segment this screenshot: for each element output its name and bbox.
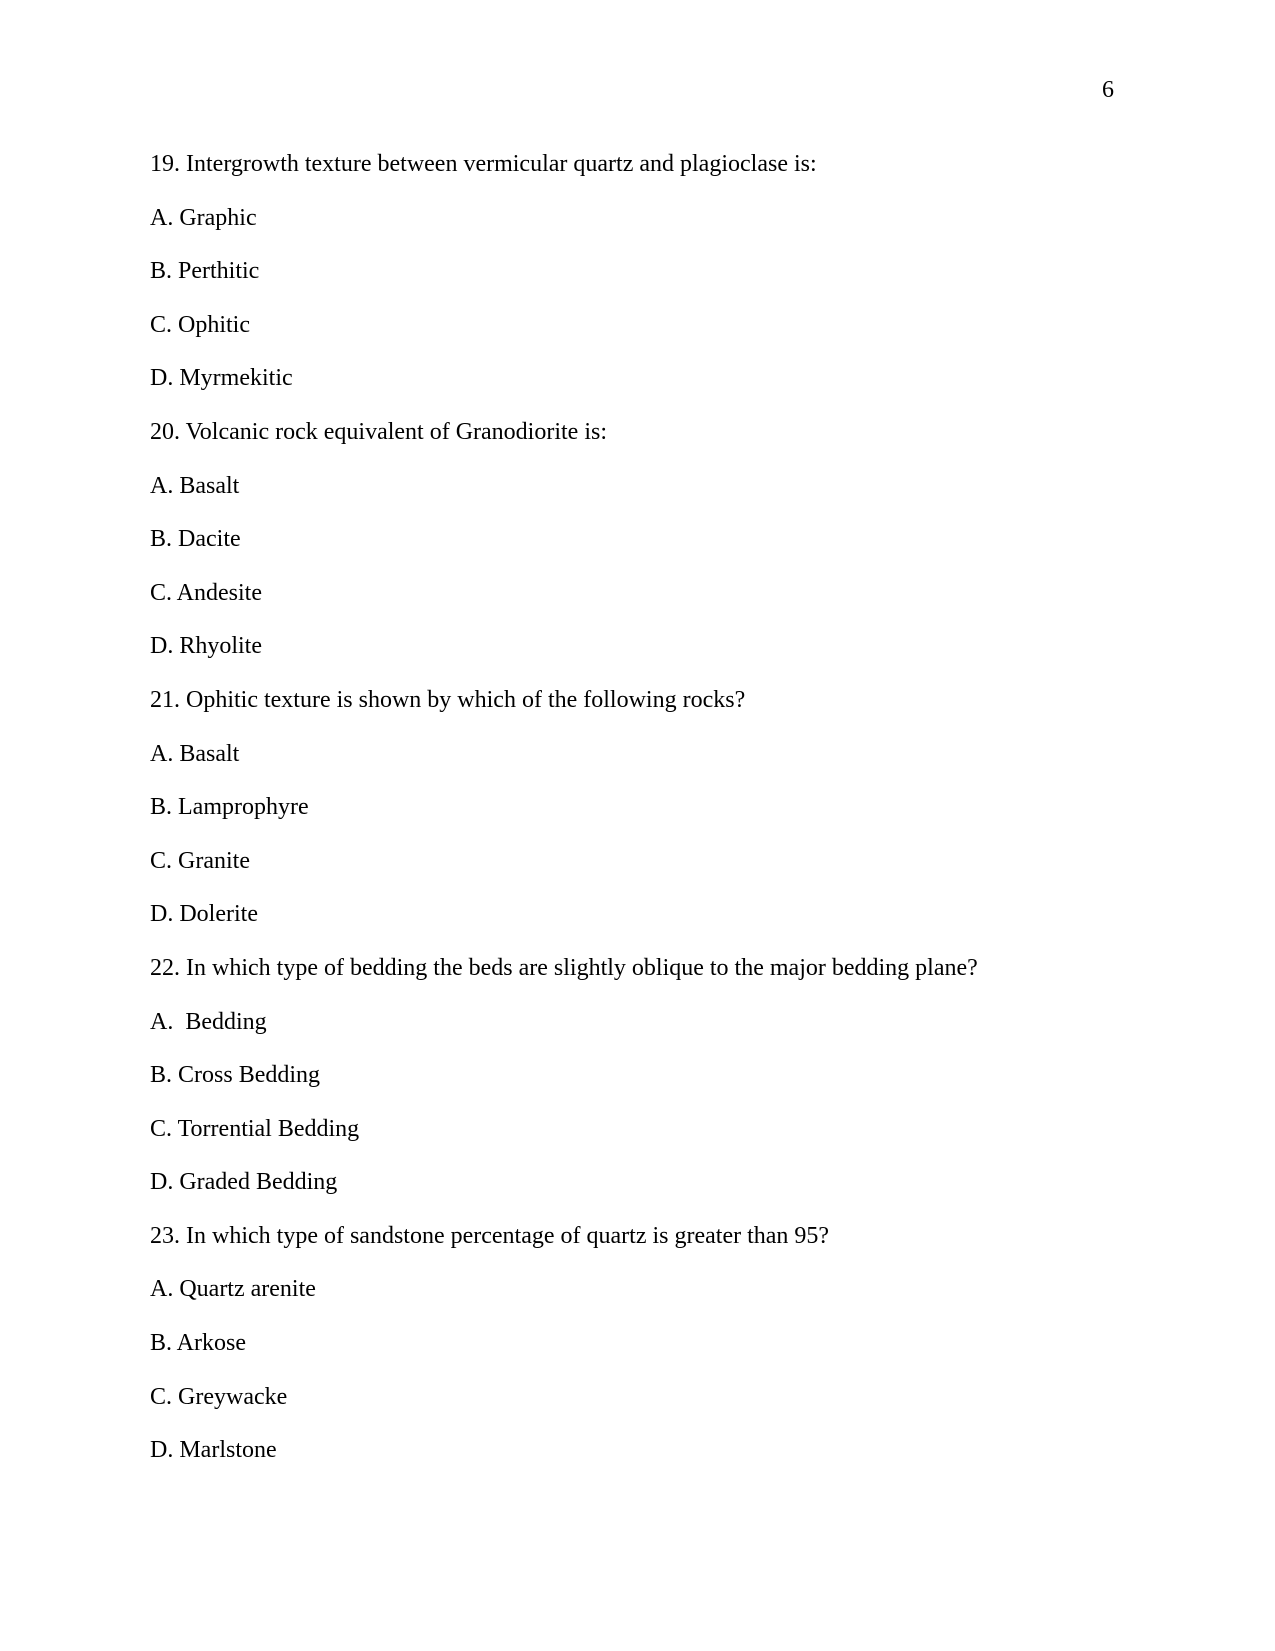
question-20-option-c: C. Andesite <box>150 579 262 606</box>
question-22-option-a: A. Bedding <box>150 1008 267 1035</box>
question-21-option-a: A. Basalt <box>150 740 240 767</box>
question-19-option-c: C. Ophitic <box>150 311 250 338</box>
page-number: 6 <box>1102 77 1114 103</box>
question-23-option-d: D. Marlstone <box>150 1437 277 1464</box>
question-22-option-d: D. Graded Bedding <box>150 1169 338 1196</box>
question-19-text: 19. Intergrowth texture between vermicular quartz and plagioclase is: <box>150 151 817 177</box>
question-22-text: 22. In which type of bedding the beds are slightly oblique to the major bedding plane? <box>150 954 978 981</box>
question-20-option-a: A. Basalt <box>150 472 240 499</box>
question-23-text: 23. In which type of sandstone percentage of quartz is greater than 95? <box>150 1222 830 1249</box>
question-21-option-d: D. Dolerite <box>150 901 258 928</box>
question-23-option-c: C. Greywacke <box>150 1383 288 1410</box>
question-20-option-b: B. Dacite <box>150 526 241 553</box>
question-list <box>150 144 1150 1484</box>
question-22-option-c: C. Torrential Bedding <box>150 1115 360 1142</box>
question-19-option-b: B. Perthitic <box>150 258 260 285</box>
question-23-option-a: A. Quartz arenite <box>150 1276 316 1303</box>
question-20-text: 20. Volcanic rock equivalent of Granodiorite is: <box>150 418 607 445</box>
question-19-option-a: A. Graphic <box>150 204 257 231</box>
question-21-text: 21. Ophitic texture is shown by which of the following rocks? <box>150 686 746 713</box>
question-22-option-b: B. Cross Bedding <box>150 1062 321 1089</box>
question-21-option-b: B. Lamprophyre <box>150 794 309 821</box>
question-19-option-d: D. Myrmekitic <box>150 365 293 392</box>
question-21-option-c: C. Granite <box>150 847 250 874</box>
question-20-option-d: D. Rhyolite <box>150 633 262 660</box>
question-23-option-b: B. Arkose <box>150 1330 246 1357</box>
